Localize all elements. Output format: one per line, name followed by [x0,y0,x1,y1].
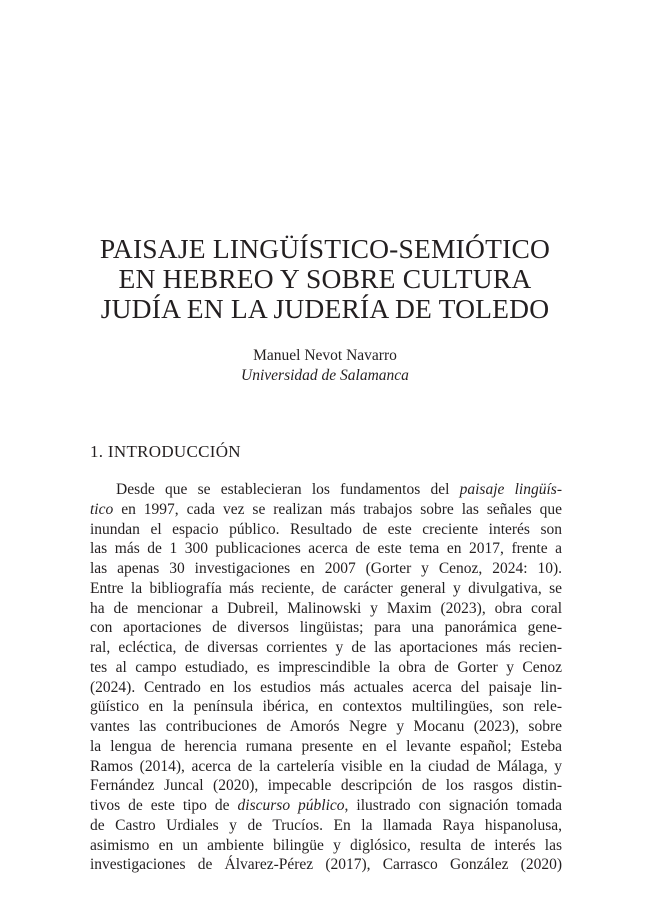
paragraph-line: de Castro Urdiales y de Trucíos. En la llamada Raya hispanolusa, [90,816,562,834]
paragraph-line [90,796,562,816]
author-name: Manuel Nevot Navarro [253,347,397,364]
body-paragraph [90,480,562,875]
paragraph-line: inundan el espacio público. Resultado de este creciente interés son [90,520,562,538]
paragraph-line: tes al campo estudiado, es imprescindible la obra de Gorter y Cenoz [90,658,562,676]
paragraph-line: güístico en la península ibérica, en contextos multilingües, son rele- [90,698,562,716]
text-run-italic: tico [90,500,114,518]
paragraph-line: las más de 1 300 publicaciones acerca de este tema en 2017, frente a [90,540,562,558]
paragraph-line: vantes las contribuciones de Amorós Negre y Mocanu (2023), sobre [90,718,562,735]
paragraph-line [90,480,562,500]
paragraph-line: ha de mencionar a Dubreil, Malinowski y Maxim (2023), obra coral [90,599,562,617]
text-run-italic: discurso público [237,797,345,814]
text-run: , ilustrado con signación tomada [344,797,562,814]
text-run: en 1997, cada vez se realizan más trabajos sobre las señales que [113,500,562,518]
paragraph-line: con aportaciones de diversos lingüistas; para una panorámica gene- [90,619,562,637]
text-run-italic: paisaje lingüís- [459,481,562,498]
title-line: JUDÍA EN LA JUDERÍA DE TOLEDO [100,293,550,324]
paragraph-line: investigaciones de Álvarez-Pérez (2017), Carrasco González (2020) [90,856,562,874]
article-title [60,234,590,324]
paragraph-line [90,500,562,520]
paragraph-line: Fernández Juncal (2020), impecable descripción de los rasgos distin- [90,777,562,795]
text-run: Desde que se establecieran los fundamentos del [116,481,460,498]
text-run: tivos de este tipo de [90,797,238,814]
paragraph-line: las apenas 30 investigaciones en 2007 (Gorter y Cenoz, 2024: 10). [90,560,562,577]
section-heading: 1. INTRODUCCIÓN [90,442,241,461]
paragraph-line: ral, ecléctica, de diversas corrientes y de las aportaciones más recien- [90,639,562,656]
paragraph-line: la lengua de herencia rumana presente en el levante español; Esteba [90,737,562,755]
title-line: EN HEBREO Y SOBRE CULTURA [118,263,532,294]
paragraph-line: Entre la bibliografía más reciente, de carácter general y divulgativa, se [90,579,562,597]
author-affiliation: Universidad de Salamanca [241,367,409,384]
paragraph-line: Ramos (2014), acerca de la cartelería visible en la ciudad de Málaga, y [90,757,562,775]
paragraph-line: (2024). Centrado en los estudios más actuales acerca del paisaje lin- [90,678,562,696]
paragraph-line: asimismo en un ambiente bilingüe y diglósico, resulta de interés las [90,836,562,854]
title-line: PAISAJE LINGÜÍSTICO-SEMIÓTICO [99,233,551,264]
